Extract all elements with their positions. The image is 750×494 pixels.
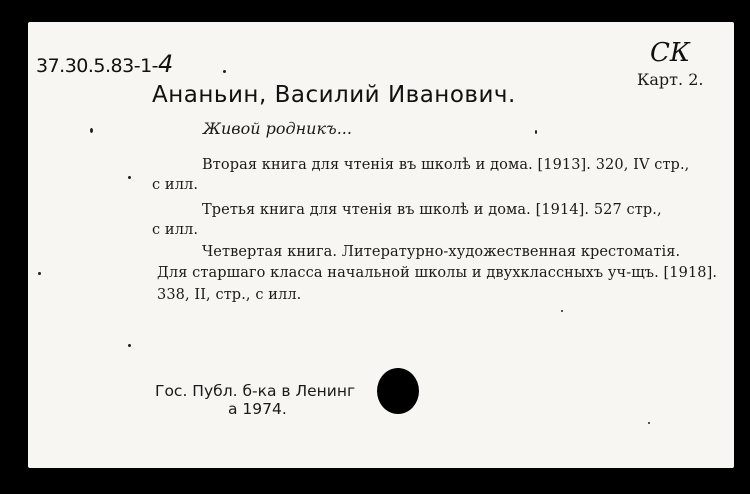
author-heading: Ананьин, Василий Иванович. <box>152 82 516 108</box>
entry-line: 338, II, стр., с илл. <box>157 287 302 303</box>
speck <box>90 128 93 133</box>
entry-line: с илл. <box>152 222 199 238</box>
shelfmark <box>36 50 173 78</box>
speck <box>128 176 131 179</box>
catalog-mark: СК <box>650 38 691 68</box>
work-title: Живой родникъ... <box>203 119 352 138</box>
speck <box>128 344 131 347</box>
entry-line: с илл. <box>152 177 199 193</box>
speck <box>38 272 41 275</box>
punch-hole <box>377 368 419 414</box>
catalog-card <box>28 22 734 468</box>
entry-line: Четвертая книга. Литературно-художественная крестоматія. <box>202 244 681 260</box>
speck <box>561 310 563 312</box>
library-stamp-year: а 1974. <box>228 400 287 418</box>
speck <box>223 70 226 73</box>
shelfmark-handwritten: 4 <box>158 50 173 78</box>
entry-line: Вторая книга для чтенія въ школѣ и дома. [1913]. 320, IV стр., <box>202 157 690 173</box>
entry-line: Для старшаго класса начальной школы и двухклассныхъ уч-щъ. [1918]. <box>157 265 718 281</box>
shelfmark-printed: 37.30.5.83-1- <box>36 55 159 77</box>
entry-line: Третья книга для чтенія въ школѣ и дома. [1914]. 527 стр., <box>202 202 662 218</box>
library-stamp: Гос. Публ. б-ка в Ленинг <box>155 382 356 400</box>
speck <box>535 130 537 134</box>
card-number: Карт. 2. <box>637 70 704 89</box>
speck <box>648 422 650 424</box>
